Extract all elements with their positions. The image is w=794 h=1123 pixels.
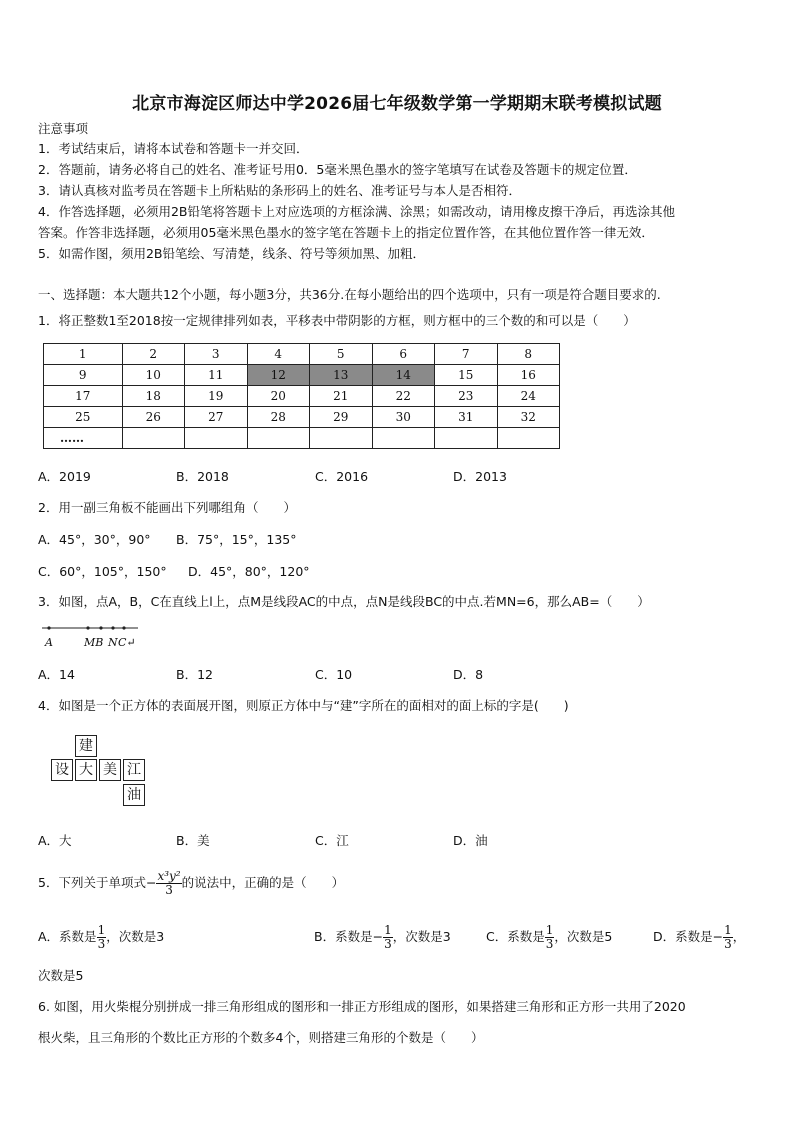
denominator: 3 (724, 937, 732, 951)
question-5-stem (38, 868, 344, 898)
question-1-stem: 1．将正整数1至2018按一定规律排列如表，平移表中带阴影的方框，则方框中的三个数的和可以是（ ） (38, 313, 636, 328)
table-cell: 15 (435, 365, 498, 386)
table-cell: 21 (310, 386, 373, 407)
monomial-denominator: 3 (165, 883, 173, 897)
table-cell: 9 (44, 365, 123, 386)
point-b (99, 626, 102, 629)
q2-option-c: C．60°，105°，150° (38, 564, 167, 579)
net-face-jian: 建 (75, 735, 97, 757)
table-row (44, 428, 560, 449)
notice-item-5: 5．如需作图，须用2B铅笔绘、写清楚，线条、符号等须加黑、加粗． (38, 246, 425, 261)
table-row (44, 407, 560, 428)
notice-item-4: 4．作答选择题，必须用2B铅笔将答题卡上对应选项的方框涂满、涂黑；如需改动，请用橡皮擦干净后，再选涂其他 (38, 204, 675, 219)
net-face-jiang: 江 (123, 759, 145, 781)
table-cell: 1 (44, 344, 123, 365)
numerator: 1 (724, 923, 732, 937)
option-text: A．系数是 (38, 929, 97, 944)
net-face-da: 大 (75, 759, 97, 781)
number-table (43, 343, 560, 449)
question-3-stem: 3．如图，点A，B，C在直线上l上，点M是线段AC的中点，点N是线段BC的中点.若MN=6，那么AB=（ ） (38, 594, 650, 609)
question-6-line-2: 根火柴，且三角形的个数比正方形的个数多4个，则搭建三角形的个数是（ ） (38, 1030, 484, 1045)
monomial-fraction (156, 870, 181, 897)
q1-option-a: A．2019 (38, 469, 91, 484)
notice-item-3: 3．请认真核对监考员在答题卡上所粘贴的条形码上的姓名、准考证号与本人是否相符． (38, 183, 521, 198)
q4-option-d: D．油 (453, 833, 488, 848)
q5-stem-after: 的说法中，正确的是（ ） (181, 875, 345, 890)
fraction (383, 924, 393, 951)
figure-label-mb: MB (84, 636, 104, 649)
table-cell: …… (44, 428, 123, 449)
table-cell: 23 (435, 386, 498, 407)
table-row (44, 365, 560, 386)
table-cell: 16 (497, 365, 560, 386)
table-row (44, 386, 560, 407)
figure-label-c: C↵ (118, 636, 136, 649)
numerator: 1 (545, 923, 554, 937)
table-cell: 26 (122, 407, 185, 428)
q3-option-c: C．10 (315, 667, 353, 682)
table-cell (497, 428, 560, 449)
q5-option-a (38, 922, 164, 952)
net-face-she: 设 (51, 759, 73, 781)
shaded-cell: 12 (247, 365, 310, 386)
q4-option-c: C．江 (315, 833, 349, 848)
q2-option-d: D．45°，80°，120° (188, 564, 310, 579)
table-cell: 10 (122, 365, 185, 386)
numerator: 1 (384, 923, 392, 937)
numerator: 1 (97, 923, 106, 937)
table-cell: 19 (185, 386, 248, 407)
table-cell: 2 (122, 344, 185, 365)
question-6-line-1: 6. 如图，用火柴棍分别拼成一排三角形组成的图形和一排正方形组成的图形，如果搭建三角形和正方形一共用了2020 (38, 999, 686, 1014)
q5-option-d (653, 922, 745, 952)
table-cell: 20 (247, 386, 310, 407)
table-cell: 11 (185, 365, 248, 386)
table-cell: 18 (122, 386, 185, 407)
table-cell: 7 (435, 344, 498, 365)
table-cell: 31 (435, 407, 498, 428)
q5-option-c (486, 922, 612, 952)
point-m (86, 626, 89, 629)
page-title: 北京市海淀区师达中学2026届七年级数学第一学期期末联考模拟试题 (132, 94, 662, 114)
q5-option-b (314, 922, 451, 952)
net-face-you: 油 (123, 784, 145, 806)
fraction (97, 924, 107, 951)
table-row (44, 344, 560, 365)
option-text: B．系数是− (314, 929, 384, 944)
section-heading: 一、选择题：本大题共12个小题，每小题3分，共36分.在每小题给出的四个选项中，只有一项是符合题目要求的. (38, 287, 661, 302)
table-cell: 8 (497, 344, 560, 365)
option-text: ，次数是5 (554, 929, 613, 944)
denominator: 3 (97, 937, 106, 951)
q4-option-b: B．美 (176, 833, 210, 848)
q5-option-d-continued: 次数是5 (38, 968, 84, 983)
table-cell (372, 428, 435, 449)
number-line-figure (40, 622, 140, 634)
point-n (111, 626, 114, 629)
figure-label-a: A (45, 636, 53, 649)
table-cell (122, 428, 185, 449)
table-cell (247, 428, 310, 449)
q3-option-d: D．8 (453, 667, 484, 682)
table-cell: 27 (185, 407, 248, 428)
table-cell: 22 (372, 386, 435, 407)
denominator: 3 (384, 937, 392, 951)
fraction (723, 924, 733, 951)
notice-item-2: 2．答题前，请务必将自己的姓名、准考证号用0．5毫米黑色墨水的签字笔填写在试卷及答题卡的规定位置． (38, 162, 637, 177)
figure-label-n: N (108, 636, 118, 649)
q1-option-c: C．2016 (315, 469, 369, 484)
option-text: ，次数是3 (106, 929, 165, 944)
q3-option-b: B．12 (176, 667, 213, 682)
table-cell: 29 (310, 407, 373, 428)
q1-option-b: B．2018 (176, 469, 229, 484)
notice-heading: 注意事项 (38, 121, 89, 136)
option-text: ，次数是3 (392, 929, 451, 944)
table-cell: 4 (247, 344, 310, 365)
point-a (47, 626, 50, 629)
question-4-stem: 4．如图是一个正方体的表面展开图，则原正方体中与“建”字所在的面相对的面上标的字是( ) (38, 698, 569, 713)
table-cell: 6 (372, 344, 435, 365)
table-cell: 17 (44, 386, 123, 407)
option-text: ， (732, 929, 746, 944)
notice-item-1: 1．考试结束后，请将本试卷和答题卡一并交回． (38, 141, 309, 156)
table-cell (310, 428, 373, 449)
q2-option-b: B．75°，15°，135° (176, 532, 297, 547)
table-cell: 3 (185, 344, 248, 365)
question-2-stem: 2．用一副三角板不能画出下列哪组角（ ） (38, 500, 296, 515)
notice-item-4-cont: 答案。作答非选择题，必须用05毫米黑色墨水的签字笔在答题卡上的指定位置作答，在其他位置作答一律无效． (38, 225, 654, 240)
shaded-cell: 14 (372, 365, 435, 386)
table-cell: 30 (372, 407, 435, 428)
q1-option-d: D．2013 (453, 469, 507, 484)
denominator: 3 (545, 937, 554, 951)
monomial-numerator: x³y² (157, 869, 181, 883)
table-cell: 25 (44, 407, 123, 428)
fraction (545, 924, 555, 951)
q2-option-a: A．45°，30°，90° (38, 532, 151, 547)
shaded-cell: 13 (310, 365, 373, 386)
table-cell (435, 428, 498, 449)
q5-stem-before: 5．下列关于单项式− (38, 875, 157, 890)
table-cell: 5 (310, 344, 373, 365)
option-text: D．系数是− (653, 929, 724, 944)
point-c (122, 626, 125, 629)
table-cell: 28 (247, 407, 310, 428)
option-text: C．系数是 (486, 929, 545, 944)
table-cell: 24 (497, 386, 560, 407)
q4-option-a: A．大 (38, 833, 72, 848)
table-cell: 32 (497, 407, 560, 428)
net-face-mei: 美 (99, 759, 121, 781)
table-cell (185, 428, 248, 449)
q3-option-a: A．14 (38, 667, 75, 682)
